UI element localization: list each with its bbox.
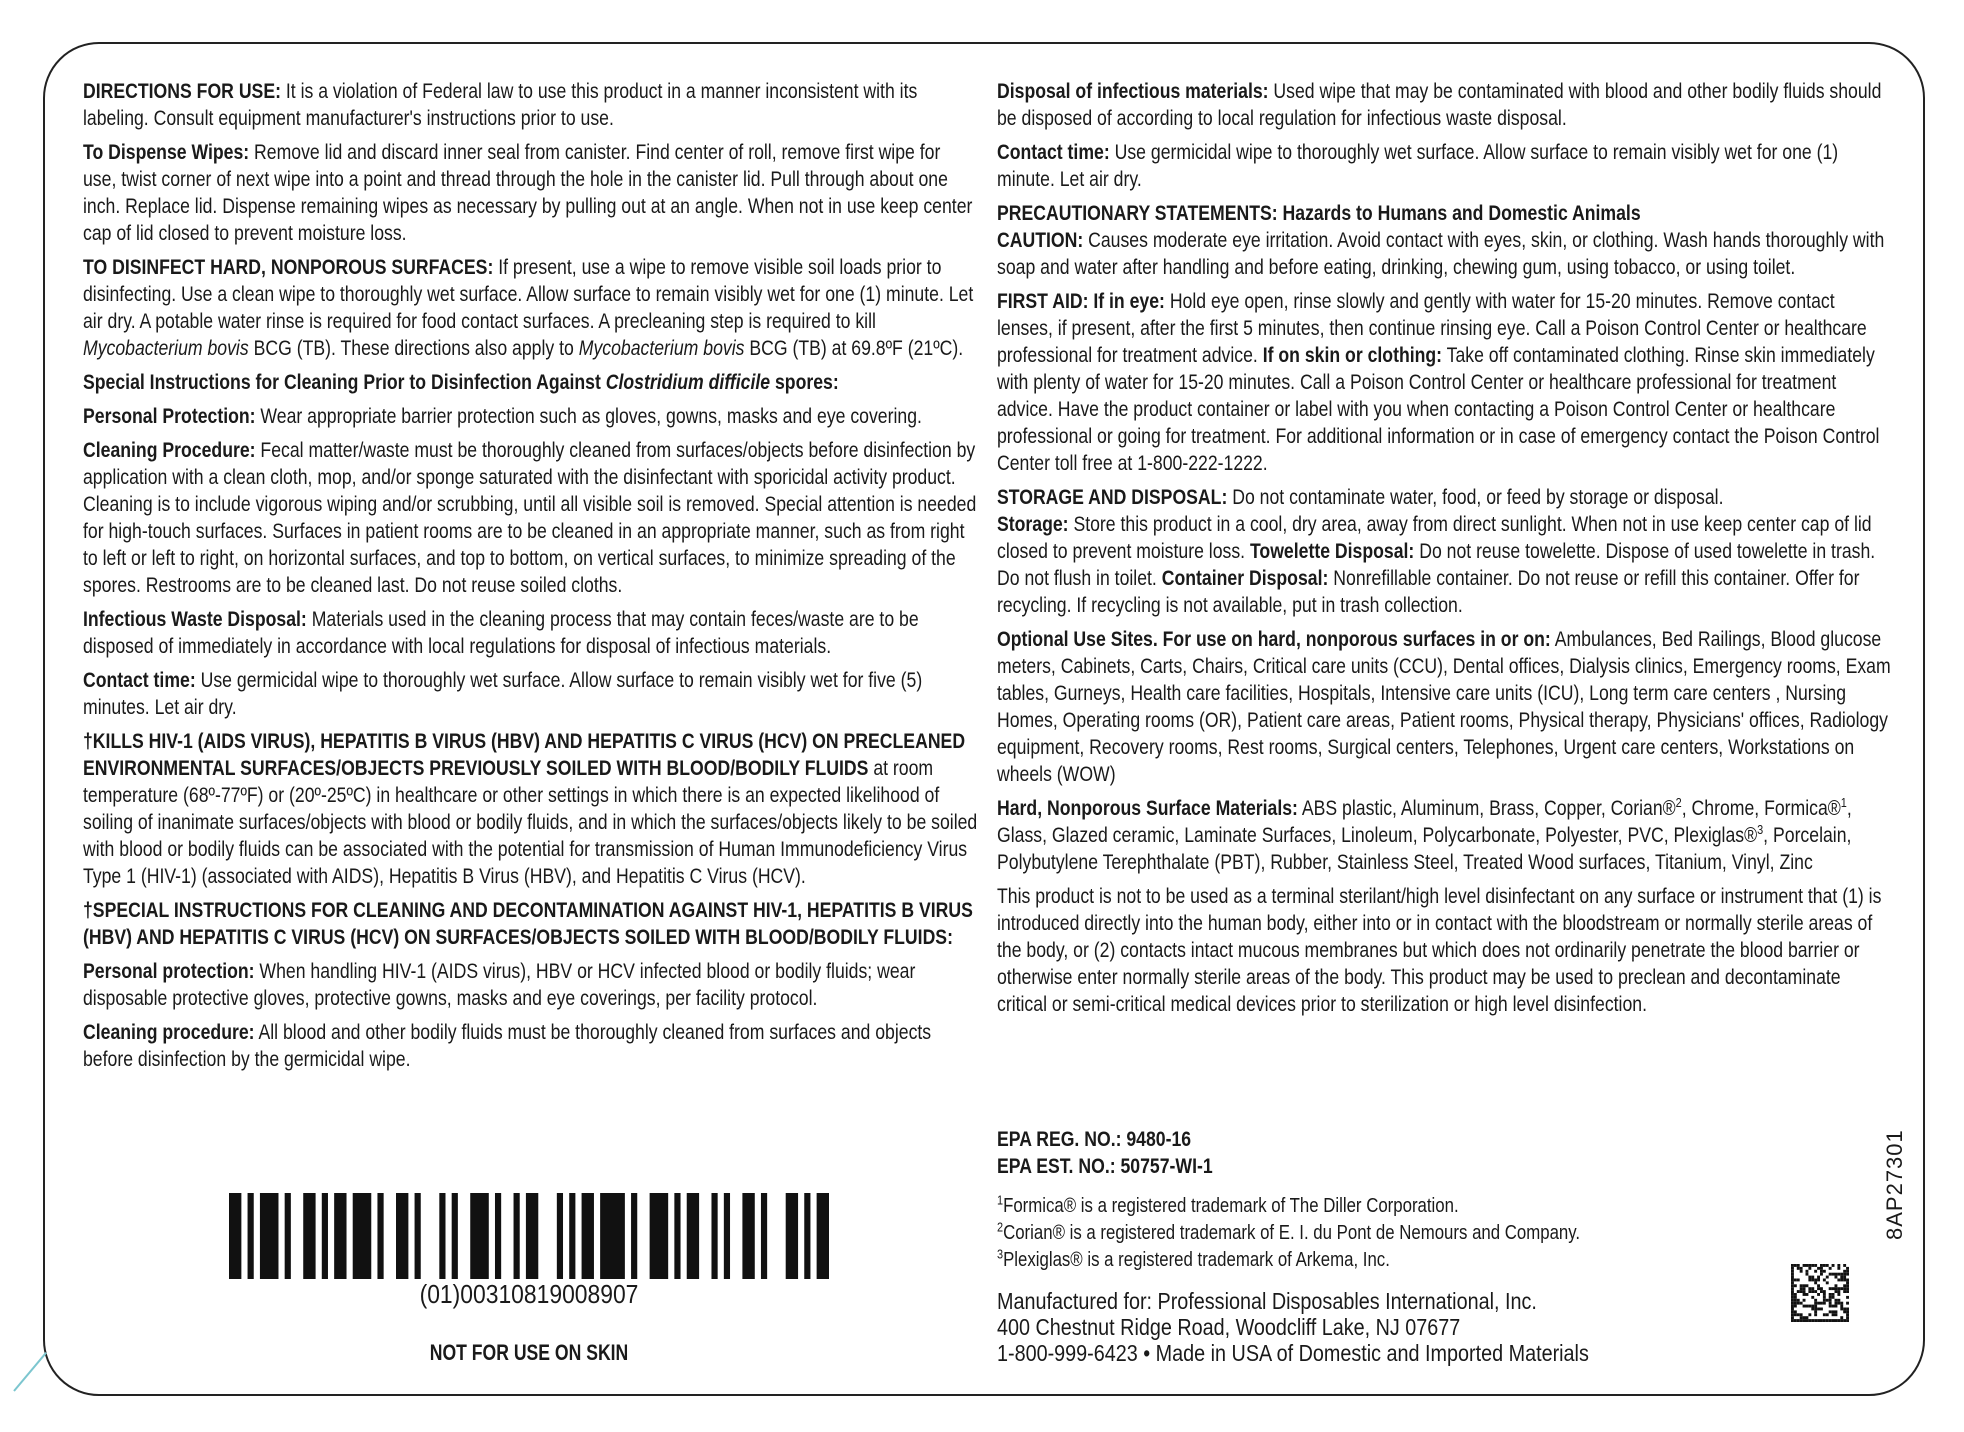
footnote-number: 2	[997, 1219, 1004, 1235]
barcode-bar	[322, 1193, 328, 1279]
superscript: 3	[1757, 822, 1764, 837]
barcode-bar	[452, 1193, 458, 1279]
paragraph	[997, 626, 1892, 788]
body-text: Wear appropriate barrier protection such as gloves, gowns, masks and eye covering.	[255, 405, 922, 428]
barcode-bar	[582, 1193, 594, 1279]
body-text: Fecal matter/waste must be thoroughly cleaned from surfaces/objects before disinfection by application with a clean cloth, mop, and/or sponge saturated with the disinfectant with sporicidal activity product. Cleaning is to include vigorous wiping and/or scrubbing, until all visible soil is removed. Special attention is needed for high-touch surfaces. Surfaces in patient rooms are to be cleaned in an appropriate manner, such as from right to left or left to right, on horizontal surfaces, and top to bottom, on vertical surfaces, to minimize spreading of the spores. Restrooms are to be cleaned last. Do not reuse soiled cloths.	[83, 439, 977, 597]
paragraph	[83, 403, 978, 430]
body-text: Hold eye open, rinse slowly and gently with water for 15-20 minutes. Remove contact lenses, if present, after the first 5 minutes, then continue rinsing eye. Call a Poison Control Center or healthcare professional for treatment advice.	[997, 290, 1867, 367]
barcode-bar	[285, 1193, 291, 1279]
body-text: Store this product in a cool, dry area, away from direct sunlight. When not in use keep center cap of lid closed to prevent moisture loss.	[997, 513, 1872, 563]
heading-text: Infectious Waste Disposal:	[83, 608, 307, 631]
body-text: When handling HIV-1 (AIDS virus), HBV or HCV infected blood or bodily fluids; wear disposable protective gloves, protective gowns, masks and eye coverings, per facility protocol.	[83, 960, 916, 1010]
body-text: If present, use a wipe to remove visible soil loads prior to disinfecting. Use a clean wipe to thoroughly wet surface. Allow surface to remain visibly wet for one (1) minute. Let air dry. A potable water rinse is required for food contact surfaces. A precleaning step is required to kill	[83, 256, 974, 333]
barcode-bar	[439, 1193, 445, 1279]
barcode	[229, 1193, 829, 1279]
heading-text: Contact time:	[83, 669, 196, 692]
body-text: Take off contaminated clothing. Rinse skin immediately with plenty of water for 15-20 minutes. Call a Poison Control Center or healthcare professional for treatment advice. Have the product container or label with you when contacting a Poison Control Center or healthcare professional or going for treatment. For additional information or in case of emergency contact the Poison Control Center toll free at 1-800-222-1222.	[997, 344, 1880, 475]
heading-text: Container Disposal:	[1161, 567, 1329, 590]
barcode-bar	[569, 1193, 575, 1279]
body-text: Mycobacterium bovis	[83, 337, 249, 360]
barcode-bar	[786, 1193, 798, 1279]
manufacturer-name: Manufactured for: Professional Disposables International, Inc.	[997, 1288, 1537, 1314]
manufacturer-phone: 1-800-999-6423 • Made in USA of Domestic and Imported Materials	[997, 1340, 1589, 1366]
barcode-bar	[260, 1193, 279, 1279]
barcode-bar	[687, 1193, 699, 1279]
barcode-bar	[674, 1193, 680, 1279]
body-text: Use germicidal wipe to thoroughly wet surface. Allow surface to remain visibly wet for five (5) minutes. Let air dry.	[83, 669, 923, 719]
body-text: All blood and other bodily fluids must be thoroughly cleaned from surfaces and objects before disinfection by the germicidal wipe.	[83, 1021, 932, 1071]
body-text: , Glass, Glazed ceramic, Laminate Surfaces, Linoleum, Polycarbonate, Polyester, PVC, Plexiglas®	[997, 797, 1852, 847]
item-code: 8AP27301	[1882, 1129, 1907, 1240]
heading-text: Hard, Nonporous Surface Materials:	[997, 797, 1298, 820]
heading-text: Clostridium difficile	[605, 371, 771, 394]
heading-text: †KILLS HIV-1 (AIDS VIRUS), HEPATITIS B VIRUS (HBV) AND HEPATITIS C VIRUS (HCV) ON PRECLEANED ENVIRONMENTAL SURFACES/OBJECTS PREVIOUSLY SOILED WITH BLOOD/BODILY FLUIDS	[83, 730, 966, 780]
body-text: Mycobacterium bovis	[578, 337, 745, 360]
footnote-number: 1	[997, 1192, 1004, 1208]
barcode-bar	[631, 1193, 637, 1279]
heading-text: Contact time:	[997, 141, 1110, 164]
paragraph	[997, 200, 1892, 281]
paragraph	[83, 369, 978, 396]
precautions-column	[997, 78, 1892, 1025]
barcode-bar	[526, 1193, 538, 1279]
heading-text: FIRST AID: If in eye:	[997, 290, 1165, 313]
not-for-skin-warning: NOT FOR USE ON SKIN	[429, 1340, 629, 1365]
paragraph	[83, 667, 978, 721]
paragraph	[997, 139, 1892, 193]
barcode-bar	[600, 1193, 625, 1279]
heading-text: PRECAUTIONARY STATEMENTS: Hazards to Humans and Domestic Animals	[997, 202, 1641, 225]
paragraph	[83, 437, 978, 599]
epa-numbers	[997, 1126, 1213, 1180]
body-text: at room temperature (68º-77ºF) or (20º-25ºC) in healthcare or other settings in which there is an expected likelihood of soiling of inanimate surfaces/objects with blood or bodily fluids, and in which the surfaces/objects likely to be soiled with blood or bodily fluids can be associated with the potential for transmission of Human Immunodeficiency Virus Type 1 (HIV-1) (associated with AIDS), Hepatitis B Virus (HBV), and Hepatitis C Virus (HCV).	[83, 757, 978, 888]
barcode-bar	[353, 1193, 372, 1279]
body-text: BCG (TB) at 69.8ºF (21ºC).	[744, 337, 964, 360]
body-text: Do not contaminate water, food, or feed by storage or disposal.	[1227, 486, 1724, 509]
paragraph	[83, 958, 978, 1012]
body-text: Causes moderate eye irritation. Avoid contact with eyes, skin, or clothing. Wash hands thoroughly with soap and water after handling and before eating, drinking, chewing gum, using tobacco, or using toilet.	[997, 229, 1885, 279]
heading-text: Towelette Disposal:	[1249, 540, 1415, 563]
barcode-number: (01)00310819008907	[419, 1279, 639, 1309]
body-text: Do not reuse towelette. Dispose of used towelette in trash. Do not flush in toilet.	[997, 540, 1876, 590]
barcode-bar	[804, 1193, 810, 1279]
directions-column	[83, 78, 978, 1080]
barcode-bar	[557, 1193, 563, 1279]
barcode-bar	[495, 1193, 501, 1279]
body-text: BCG (TB). These directions also apply to	[248, 337, 579, 360]
paragraph	[83, 1019, 978, 1073]
barcode-bar	[415, 1193, 421, 1279]
heading-text: Cleaning procedure:	[83, 1021, 255, 1044]
heading-text: Cleaning Procedure:	[83, 439, 256, 462]
data-matrix-code	[1790, 1264, 1850, 1322]
body-text: Materials used in the cleaning process that may contain feces/waste are to be disposed of immediately in accordance with local regulations for disposal of infectious materials.	[83, 608, 919, 658]
heading-text: Special Instructions for Cleaning Prior to Disinfection Against	[83, 371, 606, 394]
heading-text: CAUTION:	[997, 229, 1084, 252]
body-text: Remove lid and discard inner seal from canister. Find center of roll, remove first wipe for use, twist corner of next wipe into a point and thread through the hole in the canister lid. Pull through about one inch. Replace lid. Dispense remaining wipes as necessary by pulling out at an angle. When not in use keep center cap of lid closed to prevent moisture loss.	[83, 141, 973, 245]
epa-est-no: EPA EST. NO.: 50757-WI-1	[997, 1155, 1213, 1178]
barcode-bar	[724, 1193, 730, 1279]
paragraph	[83, 897, 978, 951]
paragraph	[83, 606, 978, 660]
paragraph	[83, 78, 978, 132]
paragraph	[83, 254, 978, 362]
body-text: Nonrefillable container. Do not reuse or refill this container. Offer for recycling. If recycling is not available, put in trash collection.	[997, 567, 1860, 617]
footnote	[997, 1220, 1753, 1247]
heading-text: TO DISINFECT HARD, NONPOROUS SURFACES:	[83, 256, 494, 279]
heading-text: If on skin or clothing:	[1262, 344, 1443, 367]
body-text: It is a violation of Federal law to use this product in a manner inconsistent with its labeling. Consult equipment manufacturer's instructions prior to use.	[83, 80, 918, 130]
heading-text: Personal protection:	[83, 960, 255, 983]
barcode-bar	[761, 1193, 767, 1279]
cut-mark	[13, 1352, 47, 1392]
paragraph	[997, 288, 1892, 477]
heading-text: DIRECTIONS FOR USE:	[83, 80, 281, 103]
barcode-bar	[377, 1193, 383, 1279]
barcode-bar	[334, 1193, 346, 1279]
footnote	[997, 1193, 1753, 1220]
barcode-bar	[396, 1193, 408, 1279]
barcode-bar	[514, 1193, 520, 1279]
heading-text: †SPECIAL INSTRUCTIONS FOR CLEANING AND DECONTAMINATION AGAINST HIV-1, HEPATITIS B VIRUS (HBV) AND HEPATITIS C VIRUS (HCV) ON SURFACES/OBJECTS SOILED WITH BLOOD/BODILY FLUIDS:	[83, 899, 973, 949]
body-text: Ambulances, Bed Railings, Blood glucose meters, Cabinets, Carts, Chairs, Critical care units (CCU), Dental offices, Dialysis clinics, Emergency rooms, Exam tables, Gurneys, Health care facilities, Hospitals, Intensive care units (ICU), Long term care centers , Nursing Homes, Operating rooms (OR), Patient care areas, Patient rooms, Physical therapy, Physicians' offices, Radiology equipment, Recovery rooms, Rest rooms, Surgical centers, Telephones, Urgent care centers, Workstations on wheels (WOW)	[997, 628, 1891, 786]
body-text: Use germicidal wipe to thoroughly wet surface. Allow surface to remain visibly wet for one (1) minute. Let air dry.	[997, 141, 1839, 191]
footnote-text: Corian® is a registered trademark of E. I. du Pont de Nemours and Company.	[1003, 1222, 1581, 1244]
heading-text: STORAGE AND DISPOSAL:	[997, 486, 1228, 509]
heading-text: Storage:	[997, 513, 1069, 536]
footnote-number: 3	[997, 1246, 1004, 1262]
epa-reg-no: EPA REG. NO.: 9480-16	[997, 1128, 1192, 1151]
superscript: 2	[1675, 795, 1682, 810]
footnote-text: Plexiglas® is a registered trademark of Arkema, Inc.	[1003, 1249, 1390, 1271]
superscript: 1	[1840, 795, 1847, 810]
footnote	[997, 1247, 1753, 1274]
barcode-bar	[470, 1193, 489, 1279]
paragraph	[997, 795, 1892, 876]
heading-text: Optional Use Sites. For use on hard, nonporous surfaces in or on:	[997, 628, 1551, 651]
footnote-text: Formica® is a registered trademark of The Diller Corporation.	[1003, 1195, 1459, 1217]
body-text: This product is not to be used as a terminal sterilant/high level disinfectant on any surface or instrument that (1) is introduced directly into the human body, either into or in contact with the bloodstream or normally sterile areas of the body, or (2) contacts intact mucous membranes but which does not ordinarily penetrate the blood barrier or otherwise enter normally sterile areas of the body. This product may be used to preclean and decontaminate critical or semi-critical medical devices prior to sterilization or high level disinfection.	[997, 885, 1882, 1016]
trademark-footnotes	[997, 1193, 1753, 1274]
barcode-bar	[303, 1193, 315, 1279]
heading-text: Disposal of infectious materials:	[997, 80, 1269, 103]
paragraph	[997, 78, 1892, 132]
paragraph	[997, 883, 1892, 1018]
manufacturer-info	[997, 1288, 1857, 1366]
manufacturer-address: 400 Chestnut Ridge Road, Woodcliff Lake, NJ 07677	[997, 1314, 1461, 1340]
body-text: , Chrome, Formica®	[1681, 797, 1841, 820]
barcode-bar	[650, 1193, 669, 1279]
barcode-bar	[711, 1193, 717, 1279]
body-text: ABS plastic, Aluminum, Brass, Copper, Corian®	[1297, 797, 1676, 820]
body-text: , Porcelain, Polybutylene Terephthalate (PBT), Rubber, Stainless Steel, Treated Wood surfaces, Titanium, Vinyl, Zinc	[997, 824, 1852, 874]
barcode-bar	[248, 1193, 254, 1279]
barcode-bar	[229, 1193, 241, 1279]
paragraph	[83, 139, 978, 247]
paragraph	[997, 484, 1892, 619]
heading-text: To Dispense Wipes:	[83, 141, 250, 164]
body-text: Used wipe that may be contaminated with blood and other bodily fluids should be disposed of according to local regulation for infectious waste disposal.	[997, 80, 1882, 130]
barcode-bar	[742, 1193, 754, 1279]
barcode-bar	[817, 1193, 829, 1279]
paragraph	[83, 728, 978, 890]
heading-text: spores:	[770, 371, 839, 394]
heading-text: Personal Protection:	[83, 405, 256, 428]
